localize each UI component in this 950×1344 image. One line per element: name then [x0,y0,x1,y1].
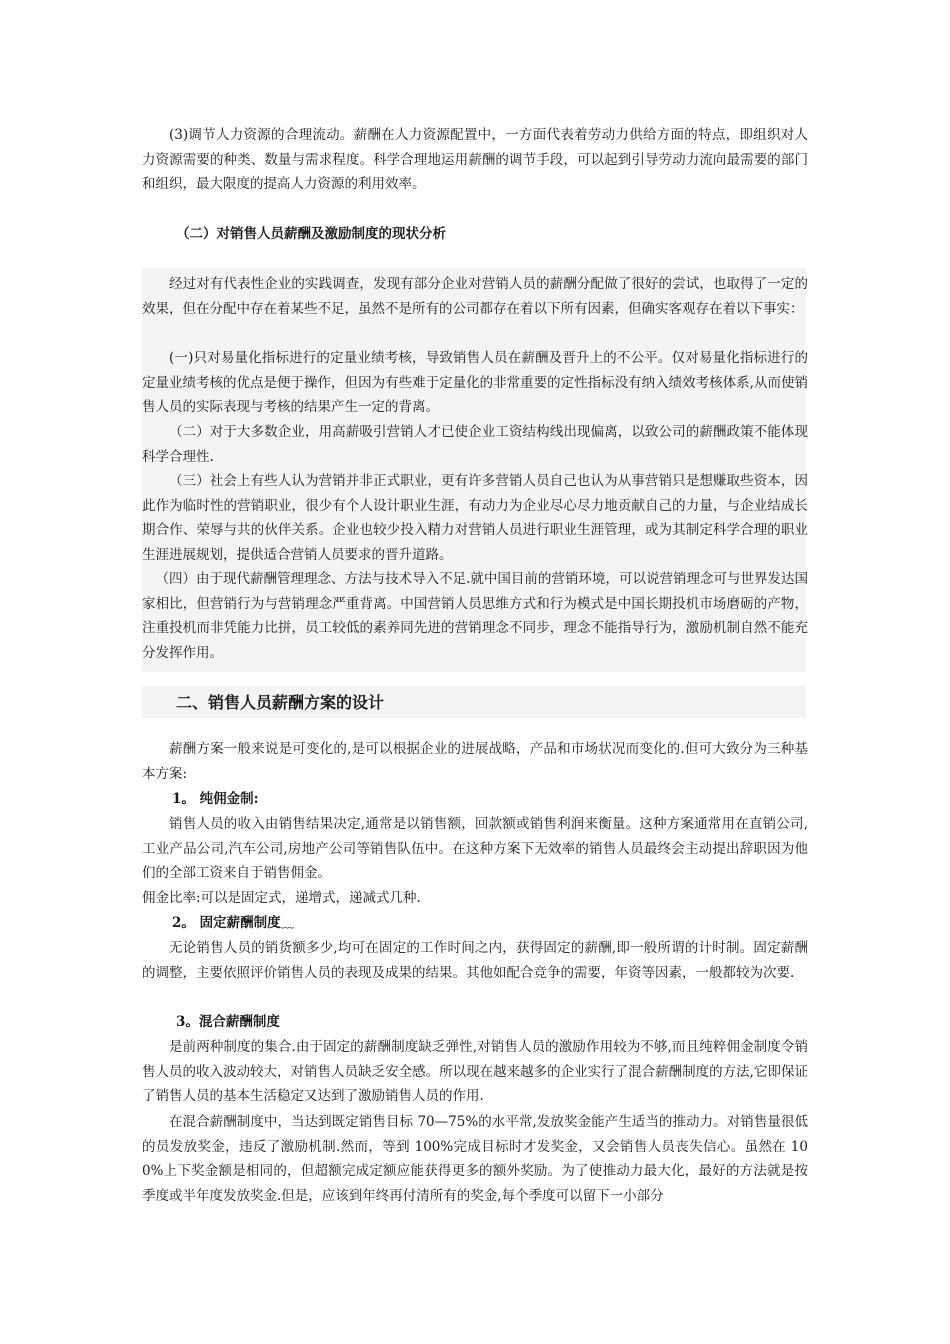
heading-underline-mark: ﹏ [280,915,295,931]
subheading-fixed-salary-text: 2。 固定薪酬制度 [172,915,281,931]
paragraph-issue-1: (一)只对易量化指标进行的定量业绩考核，导致销售人员在薪酬及晋升上的不公平。仅对易量化指标进行的定量业绩考核的优点是便于操作，但因为有些难于定量化的非常重要的定性指标没有纳入绩效考核体系,从而使销售人员的实际表现与考核的结果产生一定的背离。 [142,350,808,415]
paragraph-commission: 销售人员的收入由销售结果决定,通常是以销售额，回款额或销售利润来衡量。这种方案通常用在直销公司,工业产品公司,汽车公司,房地产公司等销售队伍中。在这种方案下无效率的销售人员最终会主动提出辞职因为他们的全部工资来自于销售佣金。 [142,816,808,881]
section-heading-status-analysis: （二）对销售人员薪酬及激励制度的现状分析 [176,226,446,242]
paragraph-mixed-bonus: 在混合薪酬制度中，当达到既定销售目标 70—75%的水平常,发放奖金能产生适当的推动力。对销售量很低的员发放奖金，违反了激励机制.然而，等到 100%完成目标时才发奖金，又会销售人员丧失信心。虽然在 100%上下奖金额是相同的，但超额完成定额应能获得更多的额外奖励。为了使推动力最大化，最好的方法就是按季度或半年度发放奖金.但是，应该到年终再付清所有的奖金,每个季度可以留下一小部分 [142,1114,808,1204]
paragraph-commission-rate: 佣金比率:可以是固定式，递增式，递减式几种. [142,890,421,906]
paragraph-salary-flow: (3)调节人力资源的合理流动。薪酬在人力资源配置中，一方面代表着劳动力供给方面的特点，即组织对人力资源需要的种类、数量与需求程度。科学合理地运用薪酬的调节手段，可以起到引导劳动力流向最需要的部门和组织，最大限度的提高人力资源的利用效率。 [142,127,808,192]
paragraph-plan-intro: 薪酬方案一般来说是可变化的,是可以根据企业的进展战略，产品和市场状况而变化的.但可大致分为三种基本方案: [142,741,808,782]
paragraph-fixed-salary: 无论销售人员的销货额多少,均可在固定的工作时间之内，获得固定的薪酬,即一般所谓的计时制。固定薪酬的调整，主要依照评价销售人员的表现及成果的结果。其他如配合竞争的需要，年资等因素，一般都较为次要. [142,940,808,981]
paragraph-mixed-salary: 是前两种制度的集合.由于固定的薪酬制度缺乏弹性,对销售人员的激励作用较为不够,而且纯粹佣金制度令销售人员的收入波动较大，对销售人员缺乏安全感。所以现在越来越多的企业实行了混合薪酬制度的方法,它即保证了销售人员的基本生活稳定又达到了激励销售人员的作用. [142,1039,808,1104]
paragraph-issue-2: （二）对于大多数企业，用高薪吸引营销人才已使企业工资结构线出现偏离，以致公司的薪酬政策不能体现科学合理性. [142,424,808,465]
subheading-mixed-salary: 3。混合薪酬制度 [176,1014,280,1030]
paragraph-survey-intro: 经过对有代表性企业的实践调查，发现有部分企业对营销人员的薪酬分配做了很好的尝试，也取得了一定的效果，但在分配中存在着某些不足，虽然不是所有的公司都存在着以下所有因素，但确实客观存在着以下事实： [142,276,808,317]
paragraph-issue-4: （四）由于现代薪酬管理理念、方法与技术导入不足.就中国目前的营销环境，可以说营销理念可与世界发达国家相比，但营销行为与营销理念严重背离。中国营销人员思维方式和行为模式是中国长期投机市场磨砺的产物，注重投机而非凭能力比拼，员工较低的素养同先进的营销理念不同步，理念不能指导行为，激励机制自然不能充分发挥作用。 [142,571,808,661]
part-heading-salary-design: 二、销售人员薪酬方案的设计 [176,693,385,712]
subheading-commission: 1。 纯佣金制: [172,791,259,807]
paragraph-issue-3: （三）社会上有些人认为营销并非正式职业，更有许多营销人员自己也认为从事营销只是想赚取些资本，因此作为临时性的营销职业，很少有个人设计职业生涯，有动力为企业尽心尽力地贡献自己的力量，与企业结成长期合作、荣辱与共的伙伴关系。企业也较少投入精力对营销人员进行职业生涯管理，或为其制定科学合理的职业生涯进展规划，提供适合营销人员要求的晋升道路。 [142,473,808,563]
subheading-fixed-salary [172,911,294,935]
